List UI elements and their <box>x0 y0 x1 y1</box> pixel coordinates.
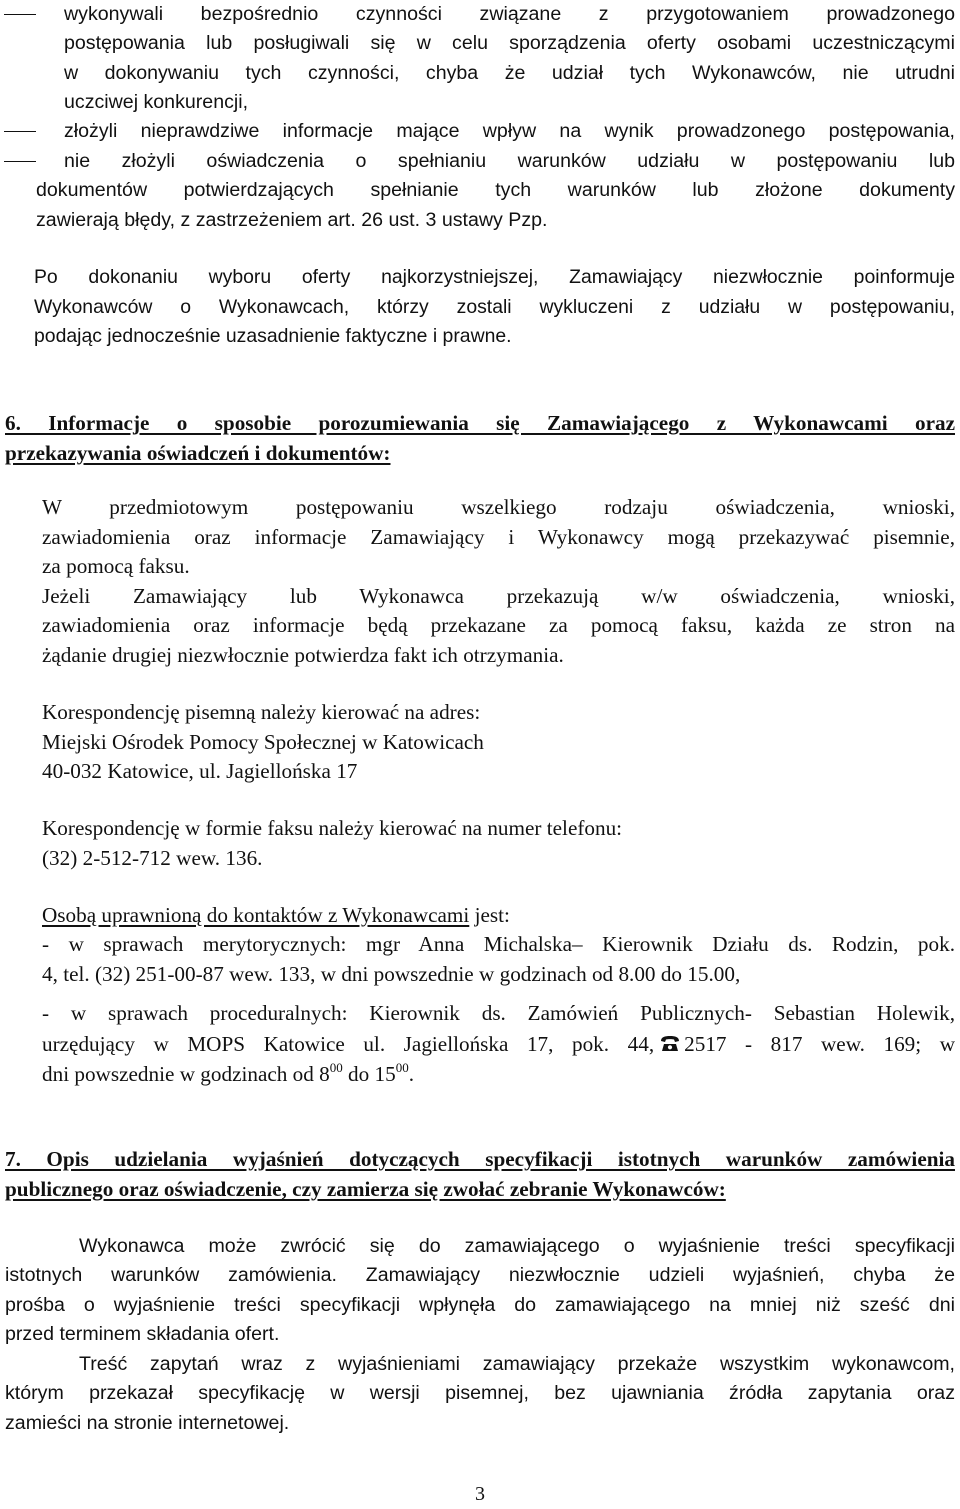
text-line: Wykonawca może zwrócić się do zamawiającego o wyjaśnienie treści specyfikacji <box>79 1235 955 1257</box>
heading-line: 7. Opis udzielania wyjaśnień dotyczących specyfikacji istotnych warunków zamówienia <box>5 1147 955 1171</box>
text-line: postępowania lub posługiwali się w celu sporządzenia oferty osobami uczestniczącymi <box>64 32 955 55</box>
bullet-text <box>64 117 955 146</box>
bullet-continuation <box>36 176 955 235</box>
address-line: Korespondencję pisemną należy kierować na adres: <box>42 700 481 724</box>
telephone-icon <box>660 1035 680 1053</box>
text-line: żądanie drugiej niezwłocznie potwierdza fakt ich otrzymania. <box>42 642 564 667</box>
page-number: 3 <box>475 1483 485 1505</box>
text-line: Treść zapytań wraz z wyjaśnieniami zamawiający przekaże wszystkim wykonawcom, <box>79 1353 955 1375</box>
section-7-paragraph-2 <box>5 1350 955 1438</box>
text-line: Jeżeli Zamawiający lub Wykonawca przekazują w/w oświadczenia, wnioski, <box>42 583 955 608</box>
contact-substantive <box>42 930 955 989</box>
section-7-paragraph-1 <box>5 1232 955 1349</box>
dash-bullet-icon <box>4 131 36 132</box>
exclusion-notice <box>34 263 955 352</box>
text-line: wykonywali bezpośrednio czynności związane z przygotowaniem prowadzonego <box>64 3 955 25</box>
text-line: zawiadomienia oraz informacje Zamawiający i Wykonawcy mogą przekazywać pisemnie, <box>42 524 955 549</box>
bullet-text <box>64 0 955 117</box>
text-line: przed terminem składania ofert. <box>5 1322 280 1345</box>
text-line: uczciwej konkurencji, <box>64 90 249 113</box>
text-line: złożyli nieprawdziwe informacje mające wpływ na wynik prowadzonego postępowania, <box>64 120 955 142</box>
section-6-heading <box>5 408 955 468</box>
heading-line: przekazywania oświadczeń i dokumentów: <box>5 441 391 465</box>
fax-number: (32) 2-512-712 wew. 136. <box>42 845 263 870</box>
address-line: 40-032 Katowice, ul. Jagiellońska 17 <box>42 759 358 783</box>
text-line: prośba o wyjaśnienie treści specyfikacji wpłynęła do zamawiającego na mniej niż sześć dni <box>5 1293 955 1316</box>
text-line: dokumentów potwierdzających spełnianie tych warunków lub złożone dokumenty <box>36 179 955 202</box>
fax-info <box>42 814 622 873</box>
text-line: podając jednocześnie uzasadnienie faktyczne i prawne. <box>34 325 512 348</box>
text-line: którym przekazał specyfikację w wersji pisemnej, bez ujawniania źródła zapytania oraz <box>5 1382 955 1405</box>
text-line: Po dokonaniu wyboru oferty najkorzystniejszej, Zamawiający niezwłocznie poinformuje <box>34 266 955 288</box>
text-line: istotnych warunków zamówienia. Zamawiający niezwłocznie udzieli wyjaśnień, chyba że <box>5 1264 955 1287</box>
section-7-heading <box>5 1144 955 1204</box>
dash-bullet-icon <box>4 161 36 162</box>
text-line: - w sprawach proceduralnych: Kierownik ds. Zamówień Publicznych- Sebastian Holewik, <box>42 1001 955 1025</box>
dash-bullet-icon <box>4 14 36 15</box>
text-line: 4, tel. (32) 251-00-87 wew. 133, w dni powszednie w godzinach od 8.00 do 15.00, <box>42 961 741 986</box>
text-segment: urzędujący w MOPS Katowice ul. Jagiellońska 17, pok. 44, <box>42 1031 655 1056</box>
text-line <box>42 1029 955 1060</box>
text-line: za pomocą faksu. <box>42 554 190 578</box>
address-line: Miejski Ośrodek Pomocy Społecznej w Katowicach <box>42 729 484 754</box>
text-line: w dokonywaniu tych czynności, chyba że udział tych Wykonawców, nie utrudni <box>64 61 955 84</box>
contact-label-text: Osobą uprawnioną do kontaktów z Wykonawcami <box>42 903 470 927</box>
bullet-text <box>64 147 955 176</box>
contact-label-suffix: jest: <box>469 903 510 927</box>
heading-line: 6. Informacje o sposobie porozumiewania się Zamawiającego z Wykonawcami oraz <box>5 411 955 435</box>
text-segment: 2517 - 817 wew. 169; w <box>684 1031 956 1056</box>
heading-line: publicznego oraz oświadczenie, czy zamierza się zwołać zebranie Wykonawców: <box>5 1177 726 1201</box>
text-line: nie złożyli oświadczenia o spełnianiu warunków udziału w postępowaniu lub <box>64 150 955 172</box>
text-line: zamieści na stronie internetowej. <box>5 1411 290 1434</box>
text-line <box>42 1059 955 1090</box>
contact-procedural <box>42 998 955 1090</box>
superscript: 00 <box>395 1060 409 1075</box>
text-line: Wykonawców o Wykonawcach, którzy zostali wykluczeni z udziału w postępowaniu, <box>34 295 955 318</box>
text-line: zawierają błędy, z zastrzeżeniem art. 26 ust. 3 ustawy Pzp. <box>36 208 548 231</box>
text-segment: dni powszednie w godzinach od 8 <box>42 1062 330 1086</box>
text-segment: . <box>408 1062 414 1086</box>
text-segment: do 15 <box>342 1062 396 1086</box>
section-6-paragraph-1 <box>42 493 955 670</box>
superscript: 00 <box>329 1060 343 1075</box>
text-line: - w sprawach merytorycznych: mgr Anna Michalska– Kierownik Działu ds. Rodzin, pok. <box>42 932 955 956</box>
text-line: zawiadomienia oraz informacje będą przekazane za pomocą faksu, każda ze stron na <box>42 613 955 637</box>
text-line: Korespondencję w formie faksu należy kierować na numer telefonu: <box>42 816 623 840</box>
text-line: W przedmiotowym postępowaniu wszelkiego rodzaju oświadczenia, wnioski, <box>42 495 955 519</box>
mailing-address <box>42 698 484 787</box>
contact-label <box>42 901 510 931</box>
